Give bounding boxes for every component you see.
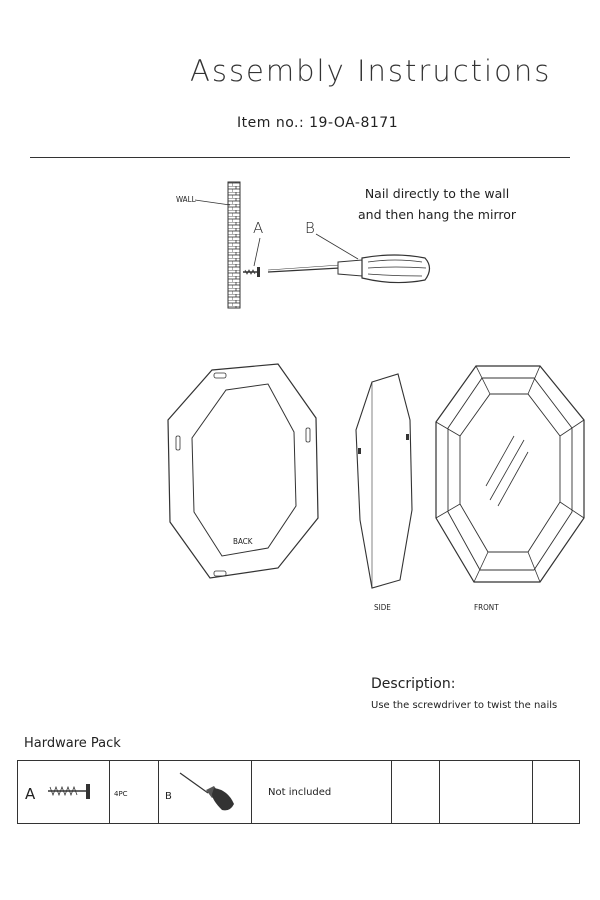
mounting-note-line2: and then hang the mirror <box>358 207 517 222</box>
hardware-pack-table <box>17 760 580 824</box>
hardware-b-label: B <box>165 791 172 802</box>
hardware-cell-a <box>18 761 110 824</box>
side-view-label: SIDE <box>374 603 391 612</box>
screwdriver-b-illustration <box>268 234 430 283</box>
wall-illustration <box>195 182 240 308</box>
back-view-label: BACK <box>233 537 253 546</box>
mirror-side-illustration <box>356 374 412 588</box>
hardware-b-note: Not included <box>268 787 332 798</box>
description-title: Description: <box>371 676 456 692</box>
description-text: Use the screwdriver to twist the nails <box>371 700 558 711</box>
nail-label-a: A <box>253 219 264 237</box>
item-number: Item no.: 19-OA-8171 <box>237 115 399 131</box>
hardware-cell-a-qty <box>110 761 159 824</box>
mirror-front-illustration <box>436 366 584 582</box>
mounting-note-line1: Nail directly to the wall <box>364 186 510 201</box>
hardware-cell-b-note <box>252 761 392 824</box>
hardware-a-label: A <box>25 785 36 803</box>
hardware-cell-b <box>159 761 252 824</box>
front-view-label: FRONT <box>474 603 499 612</box>
hardware-cell-empty-3 <box>533 761 580 824</box>
hardware-a-qty: 4PC <box>114 790 128 798</box>
hardware-pack-title: Hardware Pack <box>24 736 121 751</box>
hardware-cell-empty-2 <box>440 761 533 824</box>
hardware-cell-empty-1 <box>392 761 440 824</box>
page-title: Assembly Instructions <box>190 54 552 88</box>
wall-label: WALL <box>176 195 196 204</box>
nail-a-illustration <box>243 238 260 277</box>
screwdriver-label-b: B <box>305 219 315 237</box>
table-row <box>18 761 580 824</box>
